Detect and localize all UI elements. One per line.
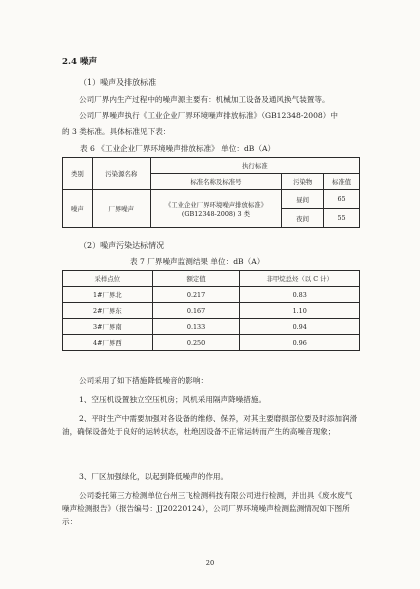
cell-point: 2#厂界东	[63, 303, 153, 319]
cell-ratio: 1.10	[240, 303, 360, 319]
cell-ratio: 0.96	[240, 335, 360, 351]
header-category: 类别	[63, 158, 93, 190]
standard-name-line2: (GB12348-2008) 3 类	[181, 209, 250, 218]
cell-quota: 0.167	[152, 303, 240, 319]
section-title: 2.4 噪声	[62, 57, 98, 67]
cell-quota: 0.217	[152, 287, 240, 303]
cell-quota: 0.250	[152, 335, 240, 351]
measure-2: 2、平时生产中需要加强对各设备的维修、保养，对其主要磨损部位要及时添加润滑油，确保设备处于良好的运转状态，杜绝因设备不正常运转而产生的高噪音现象；	[62, 414, 358, 436]
table-noise-standard	[62, 157, 360, 228]
cell-standard-name	[150, 190, 282, 228]
paragraph-standard-line1: 公司厂界噪声执行《工业企业厂界环境噪声排放标准》（GB12348-2008）中	[79, 111, 338, 120]
cell-source: 厂界噪声	[92, 190, 150, 228]
cell-period-day: 昼间	[282, 190, 324, 209]
cell-period-night: 夜间	[282, 209, 324, 228]
header-source: 污染源名称	[92, 158, 150, 190]
header-exec-standard: 执行标准	[150, 158, 359, 174]
page-number: 20	[205, 559, 215, 567]
header-quota: 额定值	[152, 271, 240, 287]
measure-1: 1、空压机设置独立空压机房；风机采用隔声降噪措施。	[79, 395, 267, 404]
paragraph-measures-intro: 公司采用了如下措施降低噪音的影响：	[79, 376, 209, 385]
table-row	[63, 335, 360, 351]
table6-caption: 表 6 《工业企业厂界环境噪声排放标准》 单位：dB（A）	[80, 144, 276, 153]
paragraph-noise-sources: 公司厂界内生产过程中的噪声源主要有：机械加工设备及通风换气装置等。	[79, 95, 330, 104]
header-standard-name: 标准名称及标准号	[150, 174, 282, 190]
header-ratio: 非甲烷总烃（以 C 计）	[240, 271, 360, 287]
cell-limit-night: 55	[324, 209, 360, 228]
table-noise-monitoring	[62, 270, 360, 351]
table7-caption: 表 7 厂界噪声监测结果 单位：dB（A）	[130, 257, 265, 266]
header-sample-point: 采样点位	[63, 271, 153, 287]
cell-ratio: 0.94	[240, 319, 360, 335]
subsection-title-standards: （1）噪声及排放标准	[79, 78, 157, 87]
table-row	[63, 319, 360, 335]
cell-point: 4#厂界西	[63, 335, 153, 351]
paragraph-standard-line2: 的 3 类标准。具体标准见下表：	[62, 127, 171, 136]
header-limit: 标准值	[324, 174, 360, 190]
cell-ratio: 0.83	[240, 287, 360, 303]
header-pollutant: 污染物	[282, 174, 324, 190]
cell-limit-day: 65	[324, 190, 360, 209]
measure-3: 3、厂区加强绿化，以起到降低噪声的作用。	[79, 472, 229, 481]
paragraph-third-party-test: 公司委托第三方检测单位台州三飞检测科技有限公司进行检测，并出具《废水废气噪声检测报告》（报告编号：JJ20220124），公司厂界环境噪声检测监测情况如下图所示：	[62, 491, 353, 526]
table-row	[63, 303, 360, 319]
cell-point: 1#厂界北	[63, 287, 153, 303]
cell-point: 3#厂界南	[63, 319, 153, 335]
cell-category: 噪声	[63, 190, 93, 228]
table-row	[63, 287, 360, 303]
standard-name-line1: 《工业企业厂界环境噪声排放标准》	[164, 200, 268, 209]
cell-quota: 0.133	[152, 319, 240, 335]
subsection-title-compliance: （2）噪声污染达标情况	[79, 241, 165, 250]
